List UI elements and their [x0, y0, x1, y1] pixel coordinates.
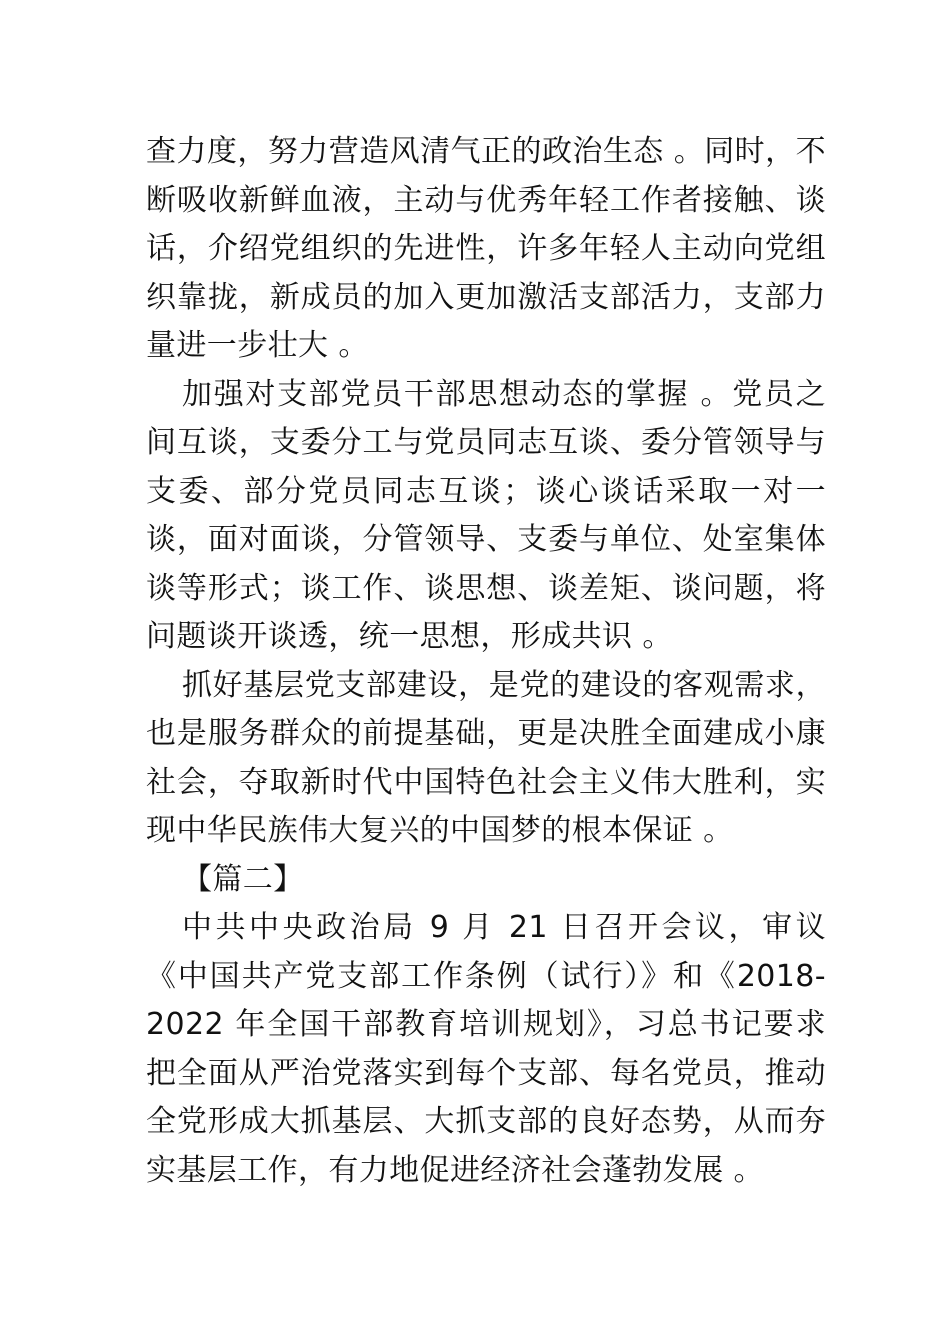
paragraph-politburo-meeting: 中共中央政治局 9 月 21 日召开会议，审议《中国共产党支部工作条例（试行）》和《2018-2022 年全国干部教育培训规划》，习总书记要求把全面从严治党落实到每个支部、每名党员，推动全党形成大抓基层、大抓支部的良好态势，从而夯实基层工作，有力地促进经济社会蓬勃发展 。 [146, 910, 826, 1188]
document-body [146, 128, 826, 1195]
paragraph-thought-dynamics: 加强对支部党员干部思想动态的掌握 。党员之间互谈，支委分工与党员同志互谈、委分管领导与支委、部分党员同志互谈；谈心谈话采取一对一谈，面对面谈，分管领导、支委与单位、处室集体谈等形式；谈工作、谈思想、谈差矩、谈问题，将问题谈开谈透，统一思想，形成共识 。 [146, 376, 826, 654]
paragraph-continuation: 查力度，努力营造风清气正的政治生态 。同时，不断吸收新鲜血液，主动与优秀年轻工作者接触、谈话，介绍党组织的先进性，许多年轻人主动向党组织靠拢，新成员的加入更加激活支部活力，支部力量进一步壮大 。 [146, 134, 826, 363]
paragraph-branch-building: 抓好基层党支部建设，是党的建设的客观需求，也是服务群众的前提基础，更是决胜全面建成小康社会，夺取新时代中国特色社会主义伟大胜利，实现中华民族伟大复兴的中国梦的根本保证 。 [146, 667, 826, 848]
section-heading: 【篇二】 [182, 861, 304, 897]
